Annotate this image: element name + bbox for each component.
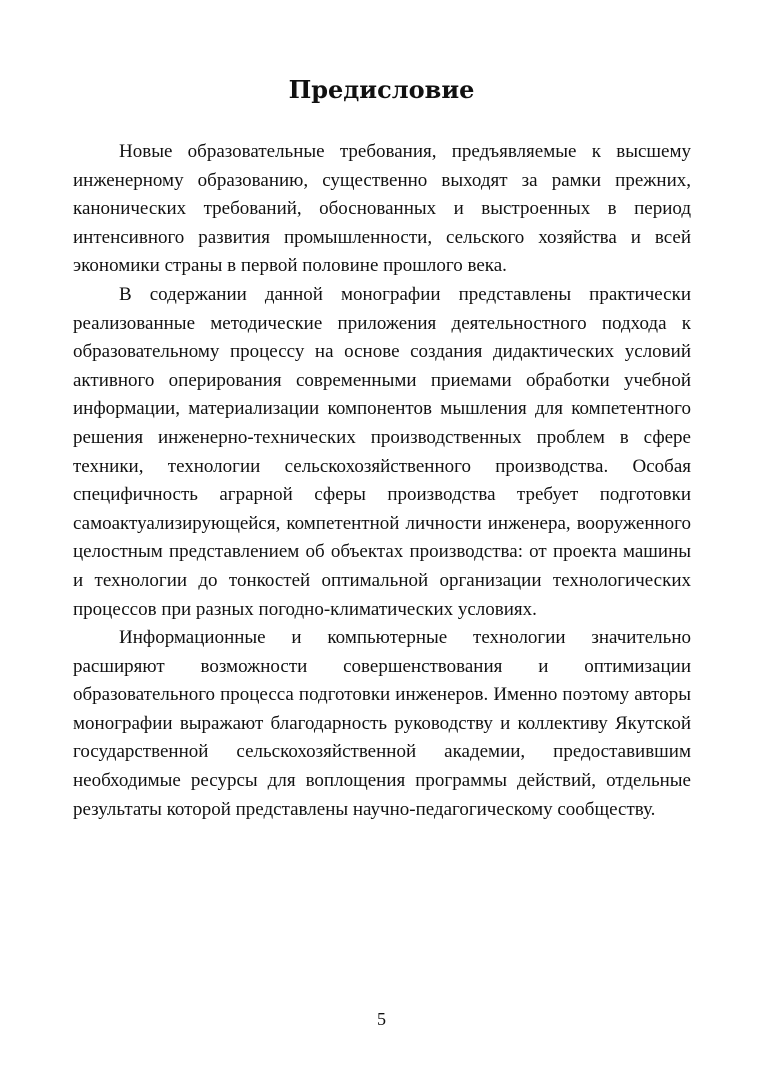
paragraph-1: Новые образовательные требования, предъявляемые к высшему инженерному образованию, существенно выходят за рамки прежних, канонических требований, обоснованных и выстроенных в период интенсивного развития промышленности, сельского хозяйства и всей экономики страны в первой половине прошлого века. — [73, 141, 691, 277]
paragraph-3: Информационные и компьютерные технологии значительно расширяют возможности совершенствования и оптимизации образовательного процесса подготовки инженеров. Именно поэтому авторы монографии выражают благодарность руководству и коллективу Якутской государственной сельскохозяйственной академии, предоставившим необходимые ресурсы для воплощения программы действий, отдельные результаты которой представлены научно-педагогическому сообществу. — [73, 627, 691, 820]
page-title: Предисловие — [288, 75, 475, 104]
body-text — [73, 138, 691, 824]
paragraph-2: В содержании данной монографии представлены практически реализованные методические приложения деятельностного подхода к образовательному процессу на основе создания дидактических условий активного оперирования современными приемами обработки учебной информации, материализации компонентов мышления для компетентного решения инженерно-технических производственных проблем в сфере техники, технологии сельскохозяйственного производства. Особая специфичность аграрной сферы производства требует подготовки самоактуализирующейся, компетентной личности инженера, вооруженного целостным представлением об объектах производства: от проекта машины и технологии до тонкостей оптимальной организации технологических процессов при разных погодно-климатических условиях. — [73, 283, 691, 620]
page-number: 5 — [377, 1009, 386, 1029]
